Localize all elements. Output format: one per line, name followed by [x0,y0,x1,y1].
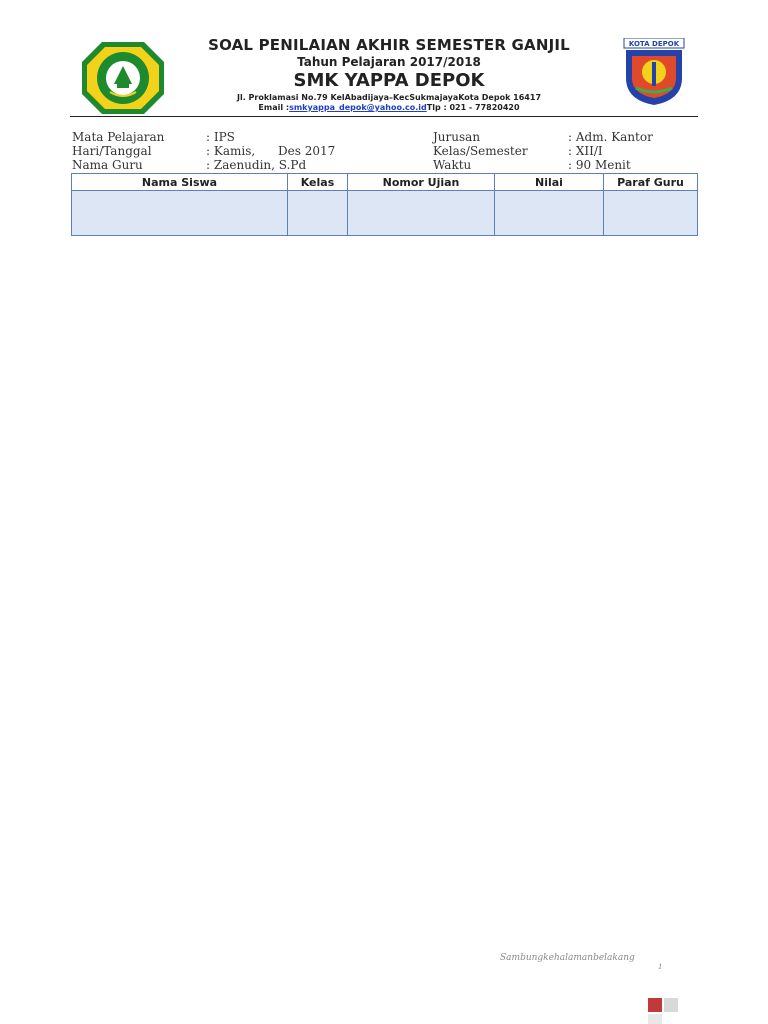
corner-mark-gray [664,998,678,1012]
major-label: Jurusan [433,130,481,144]
header-text [170,36,608,112]
class-label: Kelas/Semester [433,144,528,158]
student-score-table [71,173,698,236]
teacher-label: Nama Guru [72,158,143,172]
phone-number: Tlp : 021 - 77820420 [426,103,520,112]
email-prefix: Email : [258,103,290,112]
date-value: : Kamis, Des 2017 [206,144,336,158]
info-row-1 [72,130,698,144]
school-name: SMK YAPPA DEPOK [293,70,485,91]
date-label: Hari/Tanggal [72,144,152,158]
table-row [72,191,698,236]
exam-info [72,130,698,172]
major-value: : Adm. Kantor [568,130,653,144]
header-divider [70,116,698,117]
academic-year: Tahun Pelajaran 2017/2018 [297,55,481,69]
exam-title: SOAL PENILAIAN AKHIR SEMESTER GANJIL [208,36,570,54]
column-header: Nilai [495,174,604,191]
column-header: Paraf Guru [604,174,698,191]
class-cell[interactable] [288,191,348,236]
subject-value: : IPS [206,130,235,144]
score-cell[interactable] [495,191,604,236]
time-label: Waktu [433,158,472,172]
subject-label: Mata Pelajaran [72,130,165,144]
exam-number-cell[interactable] [348,191,495,236]
school-seal-logo [80,40,166,116]
class-value: : XII/I [568,144,603,158]
corner-mark-red [648,998,662,1012]
page-number: 1 [658,963,663,971]
document-header [70,36,698,116]
column-header: Nama Siswa [72,174,288,191]
corner-mark-light [648,1014,662,1024]
info-row-2 [72,144,698,158]
column-header: Kelas [288,174,348,191]
kota-depok-logo [622,38,686,106]
kota-depok-label: KOTA DEPOK [628,40,680,48]
teacher-value: : Zaenudin, S.Pd [206,158,307,172]
school-address: Jl. Proklamasi No.79 KelAbadijaya–KecSukmajayaKota Depok 16417 [236,93,542,102]
student-name-cell[interactable] [72,191,288,236]
info-row-3 [72,158,698,172]
email-link[interactable]: smkyappa_depok@yahoo.co.id [289,103,427,112]
contact-line [170,103,608,112]
continue-note: Sambungkehalamanbelakang [500,953,635,963]
column-header: Nomor Ujian [348,174,495,191]
table-header-row [72,174,698,191]
time-value: : 90 Menit [568,158,631,172]
teacher-signature-cell[interactable] [604,191,698,236]
